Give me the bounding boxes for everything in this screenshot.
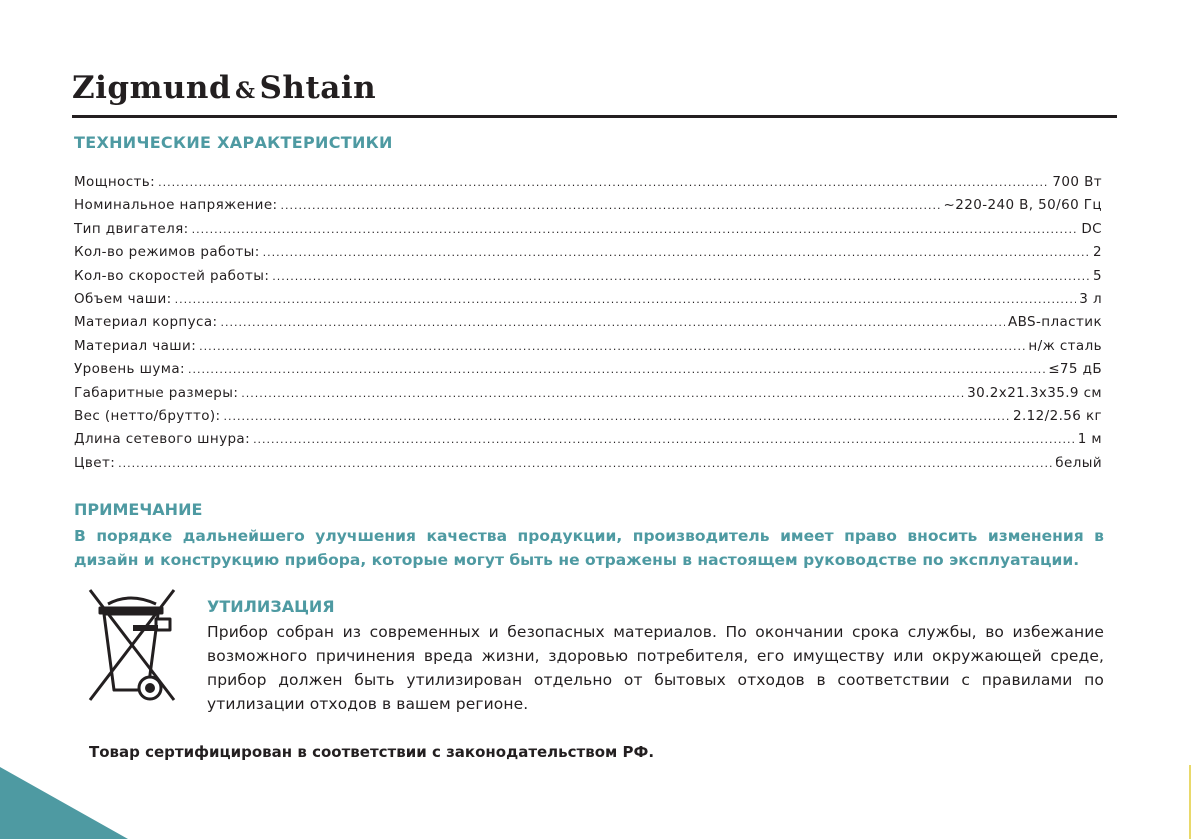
spec-label: Номинальное напряжение: — [74, 197, 278, 214]
header-rule — [72, 115, 1117, 118]
spec-leader-dots — [192, 223, 1079, 236]
spec-row — [74, 244, 1102, 267]
spec-label: Вес (нетто/брутто): — [74, 407, 221, 424]
spec-label: Мощность: — [74, 174, 156, 190]
spec-leader-dots — [280, 199, 940, 212]
brand-logo-left: Zigmund — [72, 70, 232, 106]
spec-value: 700 Вт — [1052, 174, 1102, 190]
brand-logo — [72, 70, 376, 106]
spec-label: Габаритные размеры: — [74, 384, 239, 401]
spec-row — [74, 314, 1102, 337]
specs-heading: ТЕХНИЧЕСКИЕ ХАРАКТЕРИСТИКИ — [74, 133, 393, 152]
spec-row — [74, 431, 1102, 454]
spec-label: Материал чаши: — [74, 337, 197, 354]
spec-row — [74, 268, 1102, 291]
spec-label: Тип двигателя: — [74, 220, 189, 237]
spec-value: н/ж сталь — [1028, 337, 1102, 354]
spec-row — [74, 338, 1102, 361]
spec-row — [74, 197, 1102, 220]
note-text: В порядке дальнейшего улучшения качества продукции, производитель имеет право вносить изменения в дизайн и конструкцию прибора, которые могут быть не отражены в настоящем руководстве по эксплуатации. — [74, 527, 1104, 569]
spec-row — [74, 174, 1102, 197]
spec-value: ≤75 дБ — [1048, 361, 1102, 378]
spec-leader-dots — [272, 270, 1090, 283]
certification-text: Товар сертифицирован в соответствии с законодательством РФ. — [89, 743, 655, 761]
spec-row — [74, 361, 1102, 384]
brand-logo-right: Shtain — [259, 70, 377, 106]
spec-leader-dots — [220, 316, 1004, 329]
spec-row — [74, 455, 1102, 478]
spec-label: Кол-во режимов работы: — [74, 244, 260, 261]
spec-leader-dots — [118, 457, 1052, 470]
corner-decoration — [0, 767, 128, 839]
specs-list — [74, 174, 1102, 478]
spec-value: белый — [1055, 454, 1102, 471]
spec-leader-dots — [263, 246, 1090, 259]
spec-label: Объем чаши: — [74, 290, 172, 307]
spec-value: 2.12/2.56 кг — [1012, 407, 1102, 424]
spec-value: 30.2x21.3x35.9 см — [967, 384, 1102, 401]
spec-label: Уровень шума: — [74, 361, 185, 378]
spec-row — [74, 385, 1102, 408]
spec-leader-dots — [158, 176, 1049, 189]
spec-value: 1 м — [1077, 431, 1102, 448]
note-heading: ПРИМЕЧАНИЕ — [74, 500, 203, 519]
spec-label: Материал корпуса: — [74, 314, 218, 331]
spec-leader-dots — [199, 340, 1025, 353]
spec-value: 5 — [1093, 267, 1102, 284]
spec-row — [74, 291, 1102, 314]
spec-leader-dots — [241, 387, 964, 400]
spec-leader-dots — [253, 433, 1075, 446]
spec-leader-dots — [188, 363, 1045, 376]
spec-label: Кол-во скоростей работы: — [74, 267, 270, 284]
spec-value: ABS-пластик — [1007, 314, 1102, 331]
spec-label: Длина сетевого шнура: — [74, 431, 251, 448]
spec-leader-dots — [175, 293, 1077, 306]
spec-row — [74, 221, 1102, 244]
spec-value: DC — [1081, 220, 1102, 237]
disposal-text: Прибор собран из современных и безопасных материалов. По окончании срока службы, во избежание возможного причинения вреда жизни, здоровью потребителя, его имуществу или окружающей среде, прибор должен быть утилизирован отдельно от бытовых отходов в соответствии с правилами по утилизации отходов в вашем регионе. — [207, 623, 1104, 713]
spec-row — [74, 408, 1102, 431]
crossed-out-wheelie-bin-icon — [86, 586, 178, 706]
spec-value: 3 л — [1079, 290, 1102, 307]
spec-label: Цвет: — [74, 454, 116, 471]
brand-logo-amp: & — [235, 78, 256, 104]
spec-value: ~220-240 В, 50/60 Гц — [943, 197, 1102, 214]
spec-leader-dots — [224, 410, 1010, 423]
spec-value: 2 — [1093, 244, 1102, 261]
disposal-heading: УТИЛИЗАЦИЯ — [207, 597, 335, 616]
